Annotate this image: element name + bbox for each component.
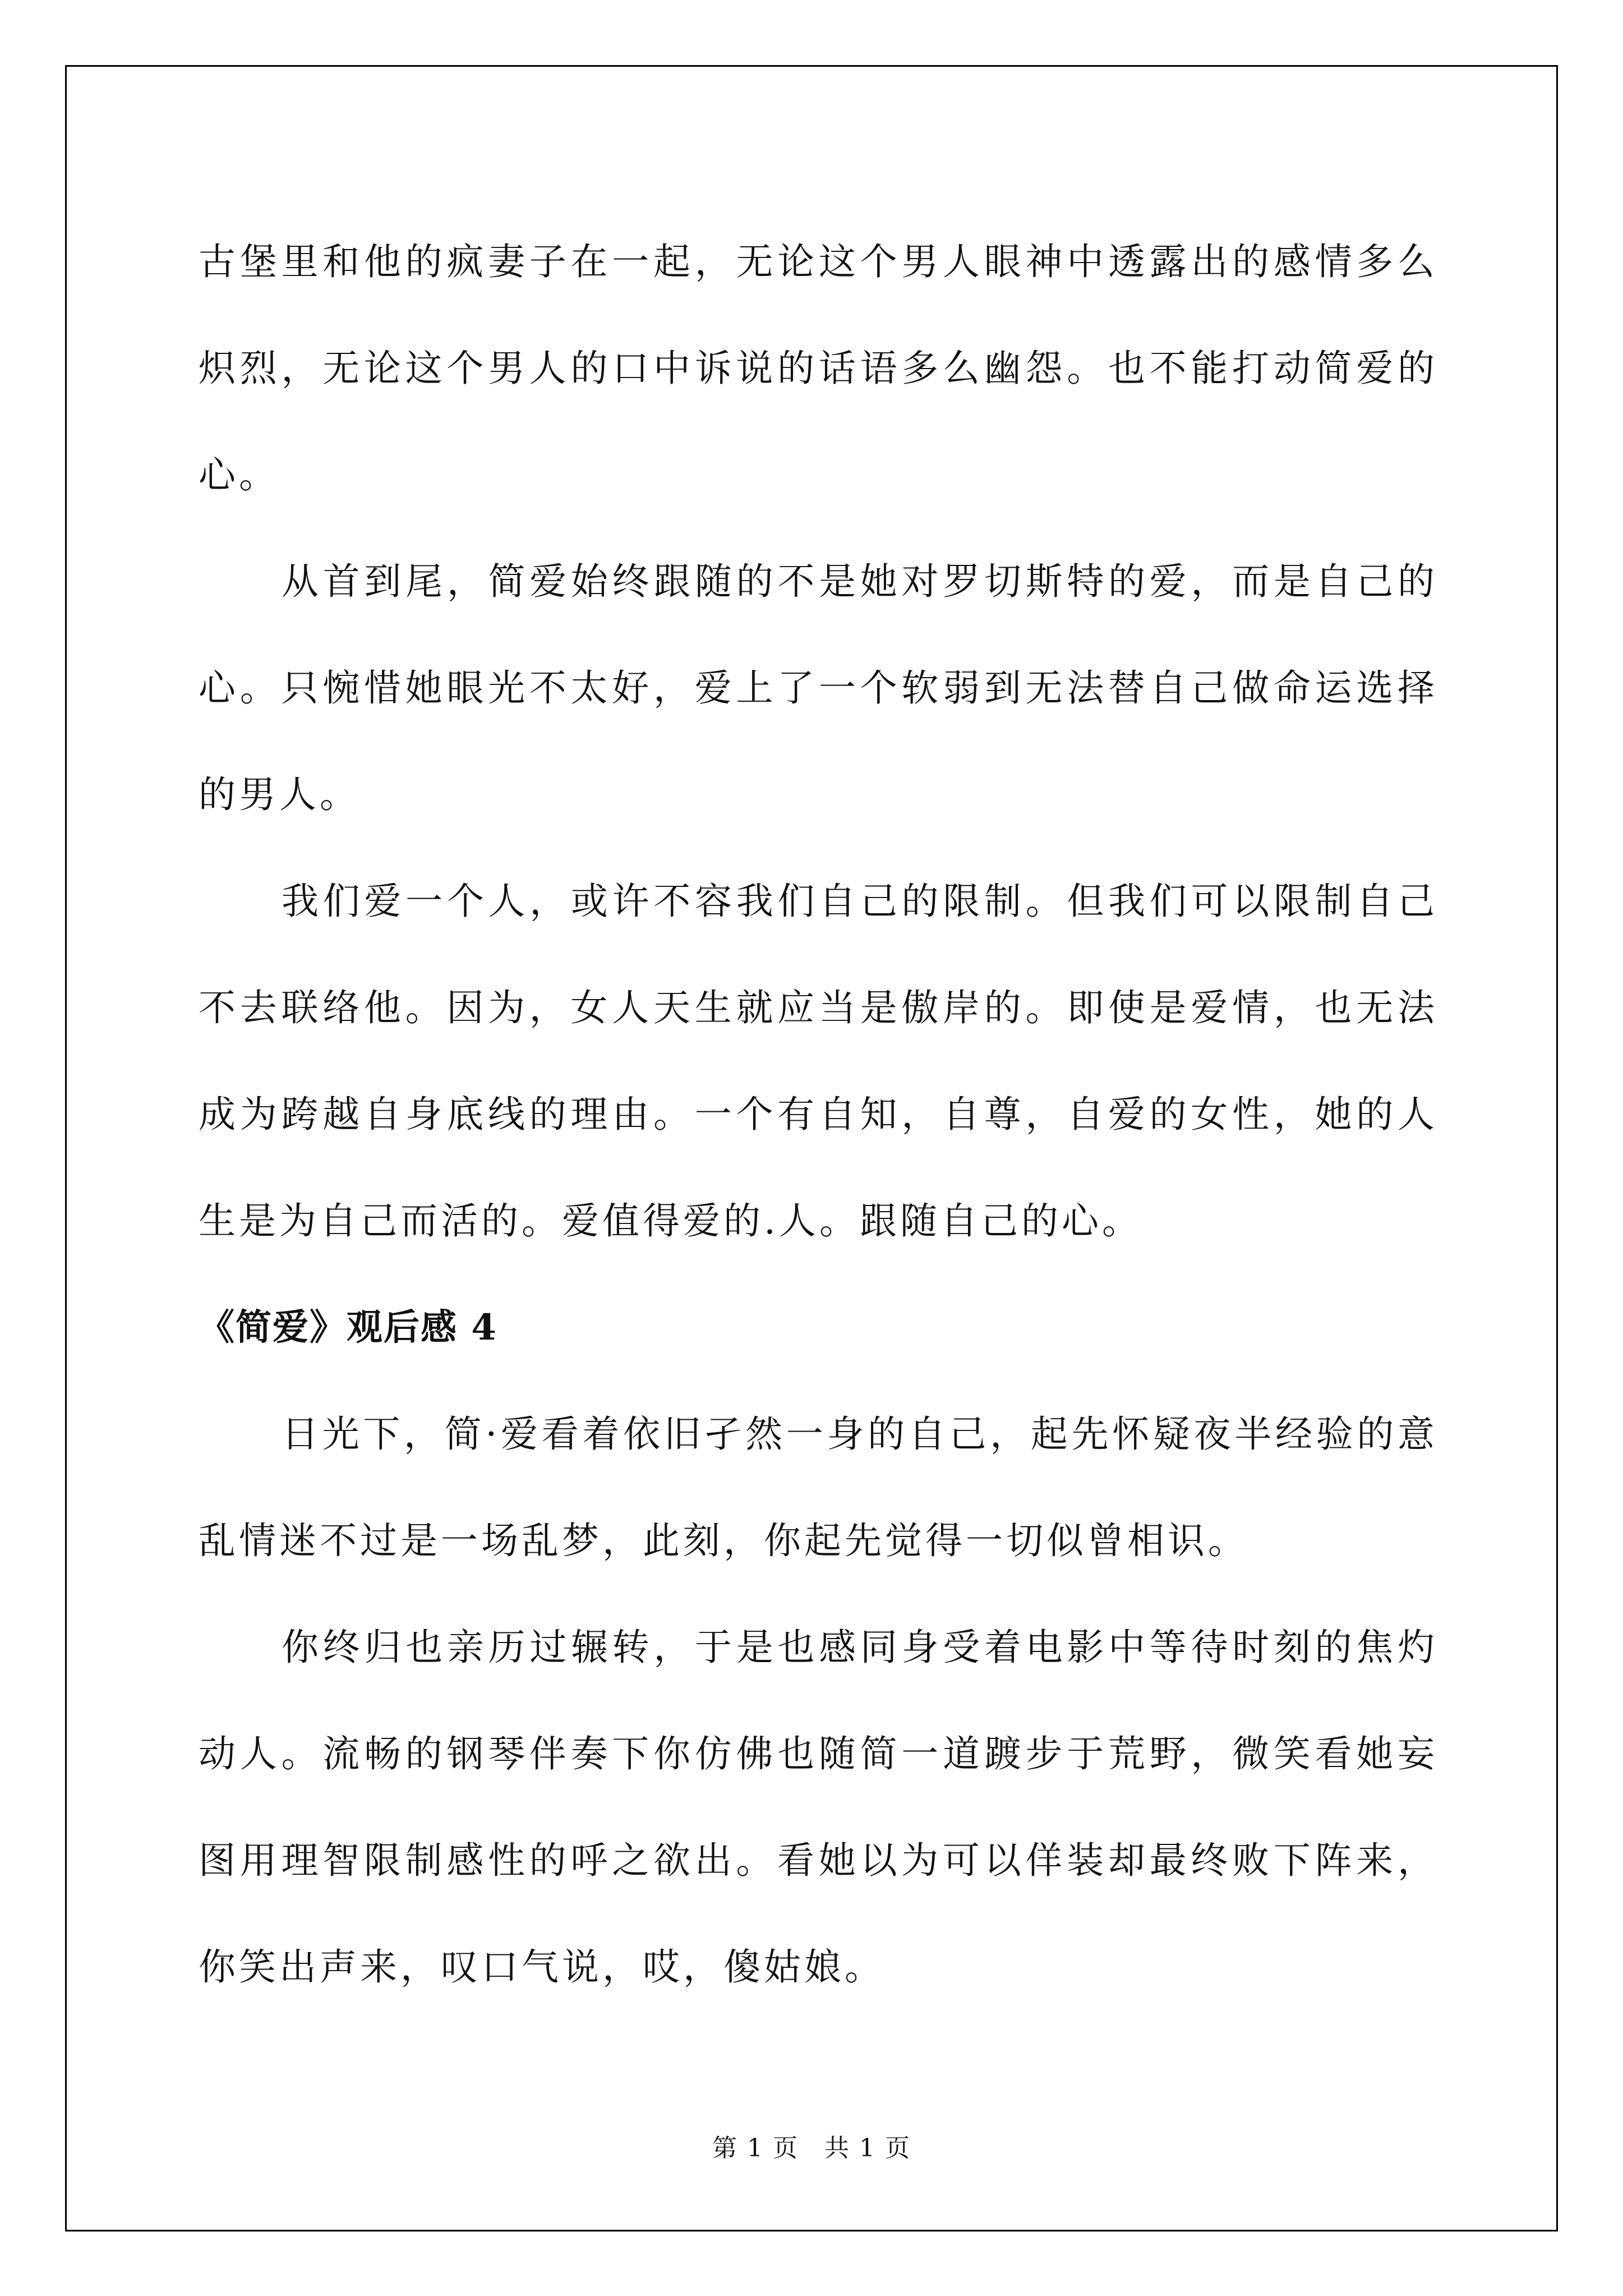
page-footer [0,2132,1623,2165]
paragraph-4: 日光下，简·爱看着依旧孑然一身的自己，起先怀疑夜半经验的意乱情迷不过是一场乱梦，此刻，你起先觉得一切似曾相识。 [199,1412,1438,1562]
paragraph-1: 古堡里和他的疯妻子在一起，无论这个男人眼神中透露出的感情多么炽烈，无论这个男人的口中诉说的话语多么幽怨。也不能打动简爱的心。 [199,240,1438,496]
paragraph-2: 从首到尾，简爱始终跟随的不是她对罗切斯特的爱，而是自己的心。只惋惜她眼光不太好，爱上了一个软弱到无法替自己做命运选择的男人。 [199,560,1438,816]
paragraph-5: 你终归也亲历过辗转，于是也感同身受着电影中等待时刻的焦灼动人。流畅的钢琴伴奏下你仿佛也随简一道踱步于荒野，微笑看她妄图用理智限制感性的呼之欲出。看她以为可以佯装却最终败下阵来，你笑出声来，叹口气说，哎，傻姑娘。 [199,1626,1438,1989]
paragraph-3: 我们爱一个人，或许不容我们自己的限制。但我们可以限制自己不去联络他。因为，女人天生就应当是傲岸的。即使是爱情，也无法成为跨越自身底线的理由。一个有自知，自尊，自爱的女性，她的人生是为自己而活的。爱值得爱的.人。跟随自己的心。 [199,880,1438,1243]
document-body [199,209,1438,2021]
section-heading: 《简爱》观后感 4 [199,1306,497,1349]
page-number: 第 1 页 [712,2134,799,2162]
page-total: 共 1 页 [824,2134,911,2162]
